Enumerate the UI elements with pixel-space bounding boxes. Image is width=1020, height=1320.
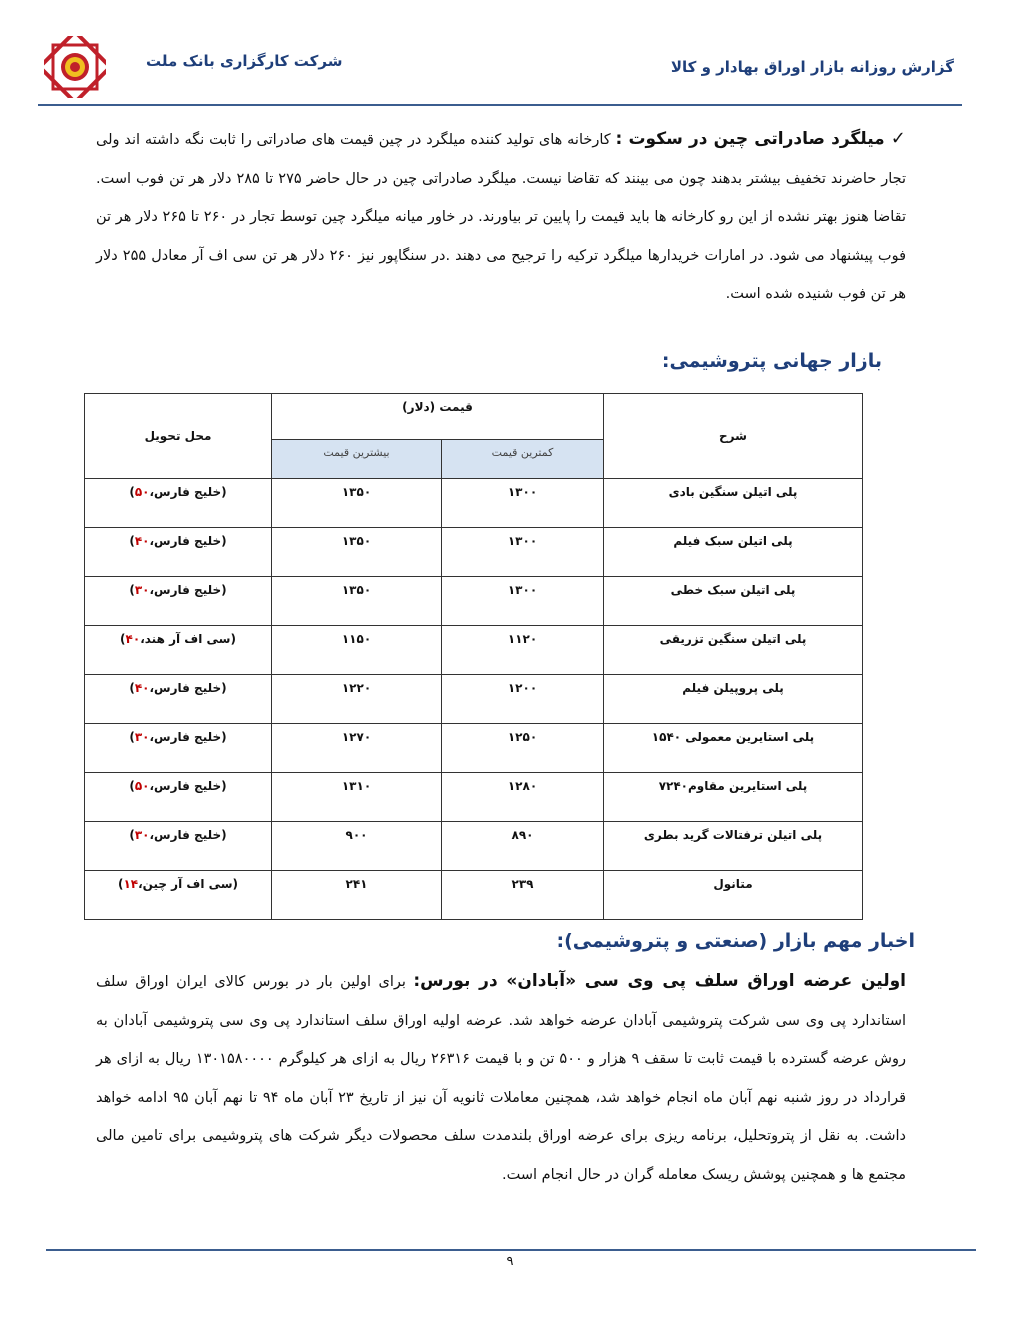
section-title-petrochemical: بازار جهانی پتروشیمی: [661, 350, 882, 372]
cell-min-price: ۸۹۰ [442, 822, 604, 871]
delivery-text: ) [129, 534, 135, 548]
delivery-text: (خلیج فارس، [149, 730, 227, 744]
header-price: قیمت (دلار) [272, 394, 604, 440]
delivery-lot: ۱۴ [123, 877, 139, 891]
cell-min-price: ۱۲۰۰ [442, 675, 604, 724]
delivery-text: (سی اف آر هند، [140, 632, 236, 646]
cell-min-price: ۱۲۸۰ [442, 773, 604, 822]
petrochemical-price-table [84, 393, 863, 920]
cell-max-price: ۱۳۵۰ [272, 528, 442, 577]
cell-max-price: ۱۱۵۰ [272, 626, 442, 675]
delivery-lot: ۴۰ [134, 681, 150, 695]
table-row [85, 577, 863, 626]
footer-divider [46, 1249, 976, 1251]
table-row [85, 528, 863, 577]
page-number: ۹ [506, 1254, 514, 1269]
cell-description: پلی اتیلن سبک خطی [604, 577, 863, 626]
cell-description: پلی پروپیلن فیلم [604, 675, 863, 724]
checkmark-icon: ✓ [890, 128, 907, 149]
header-delivery: محل تحویل [85, 394, 272, 479]
delivery-text: (خلیج فارس، [149, 779, 227, 793]
delivery-lot: ۳۰ [134, 583, 150, 597]
cell-max-price: ۱۲۷۰ [272, 724, 442, 773]
cell-description: پلی اتیلن سبک فیلم [604, 528, 863, 577]
cell-min-price: ۱۳۰۰ [442, 577, 604, 626]
table-row [85, 724, 863, 773]
table-row [85, 675, 863, 724]
cell-max-price: ۹۰۰ [272, 822, 442, 871]
table-row [85, 773, 863, 822]
delivery-text: (خلیج فارس، [149, 583, 227, 597]
cell-description: پلی استایرین معمولی ۱۵۴۰ [604, 724, 863, 773]
delivery-lot: ۴۰ [134, 534, 150, 548]
delivery-text: ) [129, 485, 135, 499]
delivery-text: ) [129, 681, 135, 695]
paragraph-body: کارخانه های تولید کننده میلگرد در چین قیمت های صادراتی را ثابت نگه داشته اند ولی تجار حاضرند تخفیف بیشتر بدهند چون می بینند که تقاضا نیست. میلگرد صادراتی چین در حال حاضر ۲۷۵ تا ۲۸۵ دلار هر تن فوب است. تقاضا هنوز بهتر نشده از این رو کارخانه ها باید قیمت را پایین تر بیاورند. در خاور میانه میلگرد چین توسط تجار در ۲۶۰ تا ۲۶۵ دلار هر تن فوب پیشنهاد می شود. در امارات خریدارها میلگرد ترکیه را ترجیح می دهند .در سنگاپور نیز ۲۶۰ دلار هر تن سی اف آر معادل ۲۵۵ دلار هر تن فوب شنیده شده است. [96, 132, 907, 302]
cell-delivery [85, 822, 272, 871]
rebar-paragraph [96, 120, 906, 314]
cell-delivery [85, 773, 272, 822]
table-row [85, 822, 863, 871]
table-row [85, 479, 863, 528]
header-min-price: کمترین قیمت [442, 439, 604, 478]
cell-max-price: ۲۴۱ [272, 871, 442, 920]
delivery-text: ) [120, 632, 126, 646]
delivery-text: ) [129, 828, 135, 842]
cell-description: پلی استایرین مقاوم۷۲۴۰ [604, 773, 863, 822]
header-description: شرح [604, 394, 863, 479]
cell-delivery [85, 724, 272, 773]
cell-min-price: ۱۳۰۰ [442, 479, 604, 528]
cell-delivery [85, 675, 272, 724]
cell-delivery [85, 479, 272, 528]
cell-min-price: ۱۳۰۰ [442, 528, 604, 577]
cell-min-price: ۱۲۵۰ [442, 724, 604, 773]
delivery-lot: ۳۰ [134, 828, 150, 842]
delivery-text: ) [117, 877, 124, 891]
cell-min-price: ۲۳۹ [442, 871, 604, 920]
delivery-text: ) [129, 779, 135, 793]
delivery-text: (خلیج فارس، [149, 534, 227, 548]
table-row [85, 626, 863, 675]
cell-description: متانول [604, 871, 863, 920]
cell-delivery [85, 577, 272, 626]
cell-description: پلی اتیلن سنگین تزریقی [604, 626, 863, 675]
delivery-text: (خلیج فارس، [149, 485, 227, 499]
news-paragraph [96, 962, 906, 1194]
cell-delivery [85, 528, 272, 577]
paragraph-lead: میلگرد صادراتی چین در سکوت : [615, 129, 885, 149]
delivery-lot: ۴۰ [125, 632, 141, 646]
section-title-news: اخبار مهم بازار (صنعتی و پتروشیمی): [556, 930, 915, 952]
delivery-text: ) [129, 730, 135, 744]
cell-max-price: ۱۳۱۰ [272, 773, 442, 822]
bank-mellat-logo [44, 36, 106, 98]
news-lead: اولین عرضه اوراق سلف پی وی سی «آبادان» در بورس: [413, 971, 906, 991]
table-row [85, 871, 863, 920]
delivery-text: (سی اف آر چین، [138, 877, 239, 891]
cell-description: پلی اتیلن سنگین بادی [604, 479, 863, 528]
cell-description: پلی اتیلن ترفتالات گرید بطری [604, 822, 863, 871]
delivery-text: ) [129, 583, 135, 597]
cell-delivery [85, 871, 272, 920]
company-name: شرکت کارگزاری بانک ملت [146, 52, 343, 70]
cell-min-price: ۱۱۲۰ [442, 626, 604, 675]
cell-max-price: ۱۳۵۰ [272, 577, 442, 626]
delivery-text: (خلیج فارس، [149, 828, 227, 842]
delivery-lot: ۳۰ [134, 730, 150, 744]
cell-delivery [85, 626, 272, 675]
page-header [38, 34, 962, 106]
delivery-lot: ۵۰ [134, 485, 150, 499]
header-max-price: بیشترین قیمت [272, 439, 442, 478]
delivery-text: (خلیج فارس، [149, 681, 227, 695]
cell-max-price: ۱۲۲۰ [272, 675, 442, 724]
report-title: گزارش روزانه بازار اوراق بهادار و کالا [670, 58, 954, 76]
cell-max-price: ۱۳۵۰ [272, 479, 442, 528]
news-body: برای اولین بار در بورس کالای ایران اوراق سلف استاندارد پی وی سی شرکت پتروشیمی آبادان عرضه خواهد شد. عرضه اولیه اوراق سلف استاندارد پی وی سی پتروشیمی آبادان به روش عرضه گسترده با قیمت ثابت تا سقف ۹ هزار و ۵۰۰ تن و با قیمت ۲۶۳۱۶ ریال به ازای هر کیلوگرم ۱۳۰۱۵۸۰۰۰۰ ریال به ازای هر قرارداد در روز شنبه نهم آبان ماه انجام خواهد شد، همچنین معاملات ثانویه آن نیز از تاریخ ۲۳ آبان ماه ۹۴ تا نهم آبان ۹۵ ادامه خواهد داشت. به نقل از پتروتحلیل، برنامه ریزی برای عرضه اوراق بلندمدت سلف محصولات دیگر شرکت های پتروشیمی برای تامین مالی مجتمع ها و همچنین پوشش ریسک معامله گران در حال انجام است. [96, 974, 907, 1183]
delivery-lot: ۵۰ [134, 779, 150, 793]
